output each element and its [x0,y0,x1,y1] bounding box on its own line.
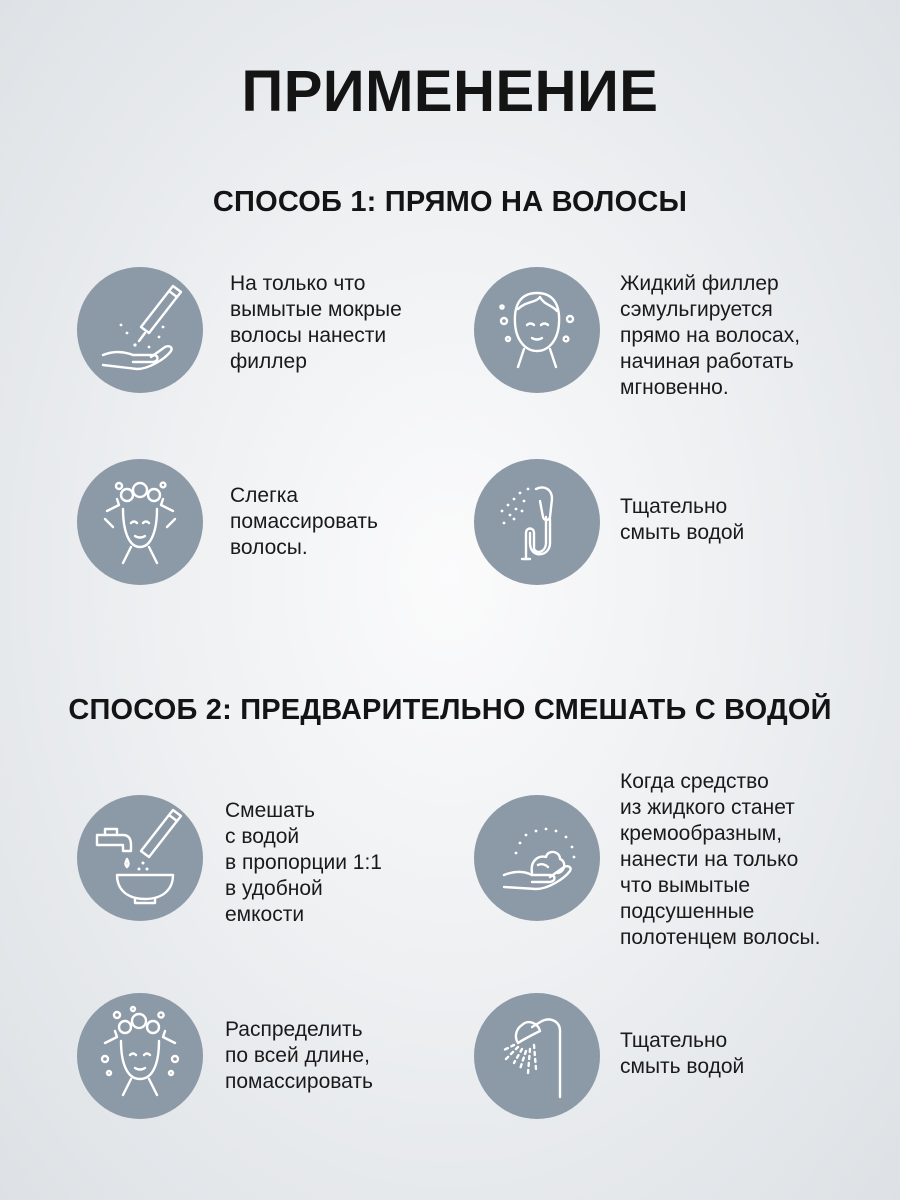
face-emulsion-icon [474,267,600,393]
step-icon-circle [77,459,203,585]
step-icon-circle [77,795,203,921]
step-text: На только что вымытые мокрые волосы нанести филлер [230,272,402,373]
step-icon-circle [474,795,600,921]
step-text: Слегка помассировать волосы. [230,484,378,559]
step-text: Тщательно смыть водой [620,495,745,544]
step-icon-circle [474,993,600,1119]
step-text: Жидкий филлер сэмульгируется прямо на волосах, начиная работать мгновенно. [620,272,801,399]
step-text: Тщательно смыть водой [620,1029,745,1078]
step-icon-circle [77,267,203,393]
head-foam-icon [77,993,203,1119]
step-text: Распределить по всей длине, помассировать [225,1018,373,1093]
hand-cream-icon [474,795,600,921]
dropper-hand-icon [77,267,203,393]
step-icon-circle [474,267,600,393]
step-icon-circle [474,459,600,585]
head-massage-icon [77,459,203,585]
step-text: Когда средство из жидкого станет кремообразным, нанести на только что вымытые подсушенные полотенцем волосы. [620,770,821,949]
step-text: Смешать с водой в пропорции 1:1 в удобной емкости [225,799,382,926]
step-icon-circle [77,993,203,1119]
shower-spray-icon [474,993,600,1119]
method-2-title: СПОСОБ 2: ПРЕДВАРИТЕЛЬНО СМЕШАТЬ С ВОДОЙ [68,694,832,726]
page-title: ПРИМЕНЕНИЕ [241,59,659,124]
method-1-title: СПОСОБ 1: ПРЯМО НА ВОЛОСЫ [212,186,688,218]
shower-head-icon [474,459,600,585]
faucet-bowl-icon [77,795,203,921]
